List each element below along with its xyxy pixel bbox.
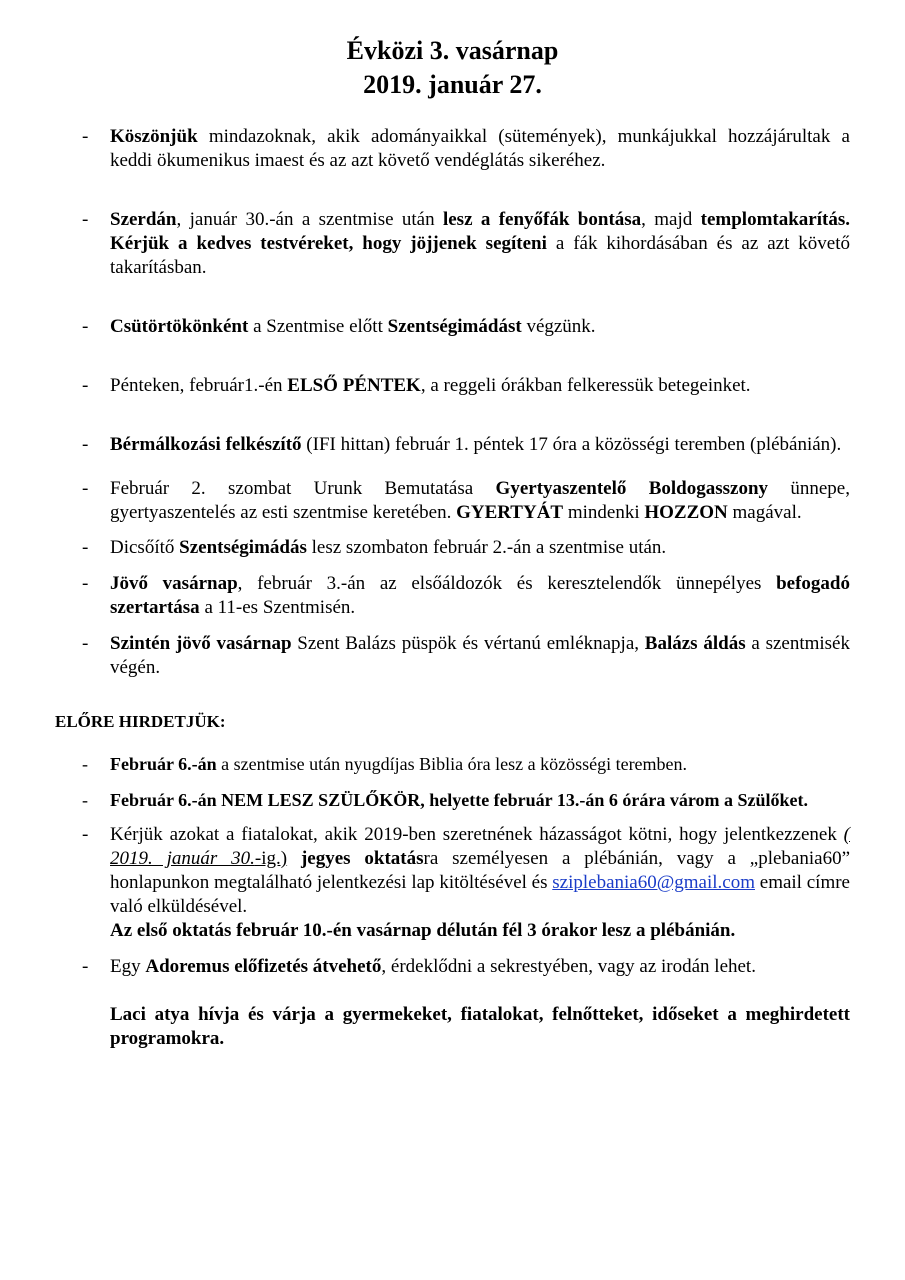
item-text: Február 6.-án a szentmise után nyugdíjas Biblia óra lesz a közösségi teremben.: [110, 754, 688, 774]
bullet-dash: -: [82, 316, 89, 337]
item-text: Csütörtökönként a Szentmise előtt Szentségimádást végzünk.: [110, 316, 596, 337]
announcements: [0, 125, 905, 1051]
bullet-dash: -: [82, 126, 89, 147]
section-heading: ELŐRE HIRDETJÜK:: [55, 712, 226, 731]
closing-note: [0, 1003, 850, 1051]
list-item: [0, 752, 850, 776]
bullet-dash: -: [82, 824, 89, 845]
item-text: Szerdán, január 30.-án a szentmise után lesz a fenyőfák bontása, majd templomtakarítás. Kérjük a kedves testvéreket, hogy jöjjenek segíteni a fák kihordásában és az azt követő takarításban.: [110, 209, 851, 278]
bullet-dash: -: [82, 956, 89, 977]
bullet-dash: -: [82, 478, 89, 499]
list-item: [0, 788, 850, 812]
item-text: Kérjük azokat a fiatalokat, akik 2019-ben szeretnének házasságot kötni, hogy jelentkezzenek ( 2019. január 30.-ig.) jegyes oktatásra személyesen a plébánián, vagy a „plebania60” honlapunkon megtalálható jelentkezési lap kitöltésével és sziplebania60@gmail.com email címre való elküldésével.: [110, 824, 851, 917]
list-item: [0, 208, 850, 280]
list-item: [0, 125, 850, 173]
list-item: [0, 572, 850, 620]
item-text: Szintén jövő vasárnap Szent Balázs püspök és vértanú emléknapja, Balázs áldás a szentmisék végén.: [110, 633, 850, 678]
list-item: [0, 823, 850, 943]
item-text: Pénteken, február1.-én ELSŐ PÉNTEK, a reggeli órákban felkeressük betegeinket.: [110, 375, 751, 396]
item-text: Február 6.-án NEM LESZ SZÜLŐKÖR, helyette február 13.-án 6 órára várom a Szülőket.: [110, 790, 808, 810]
bullet-dash: -: [82, 754, 88, 774]
bullet-dash: -: [82, 573, 89, 594]
item-text: Egy Adoremus előfizetés átvehető, érdeklődni a sekrestyében, vagy az irodán lehet.: [110, 956, 756, 977]
item-text: Köszönjük mindazoknak, akik adományaikkal (sütemények), munkájukkal hozzájárultak a keddi ökumenikus imaest és az azt követő vendéglátás sikeréhez.: [110, 126, 850, 171]
list-item: [0, 374, 850, 398]
item-text: Február 2. szombat Urunk Bemutatása Gyertyaszentelő Boldogasszony ünnepe, gyertyaszentelés az esti szentmise keretében. GYERTYÁT mindenki HOZZON magával.: [110, 478, 850, 523]
bullet-dash: -: [82, 537, 89, 558]
item-text: Dicsőítő Szentségimádás lesz szombaton február 2.-án a szentmise után.: [110, 537, 667, 558]
list-item: [0, 955, 850, 979]
email-link[interactable]: sziplebania60@gmail.com: [552, 872, 755, 893]
list-item: [0, 477, 850, 525]
item-text: Jövő vasárnap, február 3.-án az elsőáldozók és keresztelendők ünnepélyes befogadó szertartása a 11-es Szentmisén.: [110, 573, 851, 618]
list-item: [0, 536, 850, 560]
list-item: [0, 433, 850, 457]
list-item: [0, 632, 850, 680]
bullet-dash: -: [82, 434, 89, 455]
bullet-dash: -: [82, 790, 88, 810]
page-title: [0, 34, 905, 102]
closing-text: Laci atya hívja és várja a gyermekeket, fiatalokat, felnőtteket, időseket a meghirdetett programokra.: [110, 1004, 850, 1049]
title-line-2: 2019. január 27.: [363, 70, 542, 99]
bullet-dash: -: [82, 375, 89, 396]
item-text: Bérmálkozási felkészítő (IFI hittan) február 1. péntek 17 óra a közösségi teremben (plébánián).: [110, 434, 842, 455]
title-line-1: Évközi 3. vasárnap: [346, 36, 559, 65]
bullet-dash: -: [82, 209, 89, 230]
list-item: [0, 315, 850, 339]
bullet-dash: -: [82, 633, 89, 654]
item-bold-line: Az első oktatás február 10.-én vasárnap délután fél 3 órakor lesz a plébánián.: [110, 920, 736, 941]
